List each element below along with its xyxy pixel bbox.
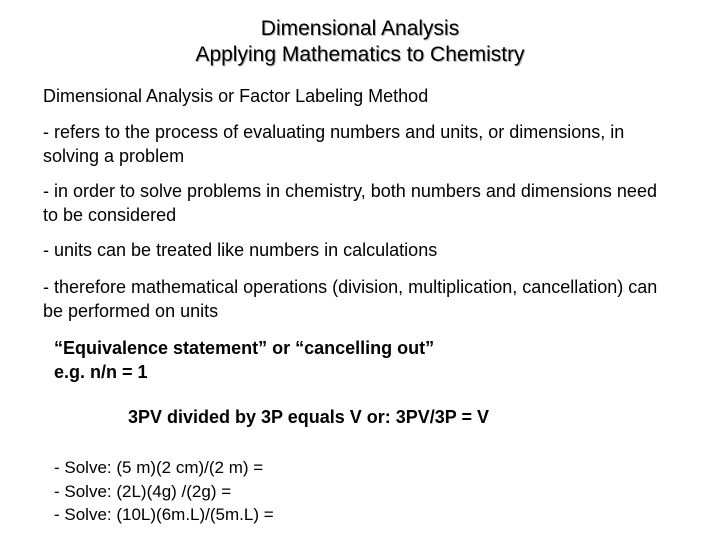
slide-title: [0, 16, 720, 68]
worked-example: 3PV divided by 3P equals V or: 3PV/3P = V: [128, 407, 489, 427]
section-heading: Dimensional Analysis or Factor Labeling Method: [43, 86, 429, 106]
practice-problem: - Solve: (5 m)(2 cm)/(2 m) =: [54, 458, 264, 477]
equivalence-statement: [54, 336, 434, 384]
title-line-2: Applying Mathematics to Chemistry: [195, 43, 525, 66]
practice-problem: - Solve: (10L)(6m.L)/(5m.L) =: [54, 505, 274, 524]
equivalence-example: e.g. n/n = 1: [54, 362, 148, 382]
practice-problems: [54, 456, 274, 527]
equivalence-line-1: “Equivalence statement” or “cancelling out”: [54, 338, 435, 358]
bullet-numbers-dimensions: - in order to solve problems in chemistry, both numbers and dimensions need to be considered: [43, 181, 657, 225]
bullet-operations-on-units: - therefore mathematical operations (division, multiplication, cancellation) can be performed on units: [43, 277, 658, 321]
practice-problem: - Solve: (2L)(4g) /(2g) =: [54, 481, 232, 501]
bullet-units-like-numbers: - units can be treated like numbers in calculations: [43, 240, 438, 260]
title-line-1: Dimensional Analysis: [260, 17, 460, 40]
bullet-definition: - refers to the process of evaluating numbers and units, or dimensions, in solving a problem: [43, 122, 625, 166]
